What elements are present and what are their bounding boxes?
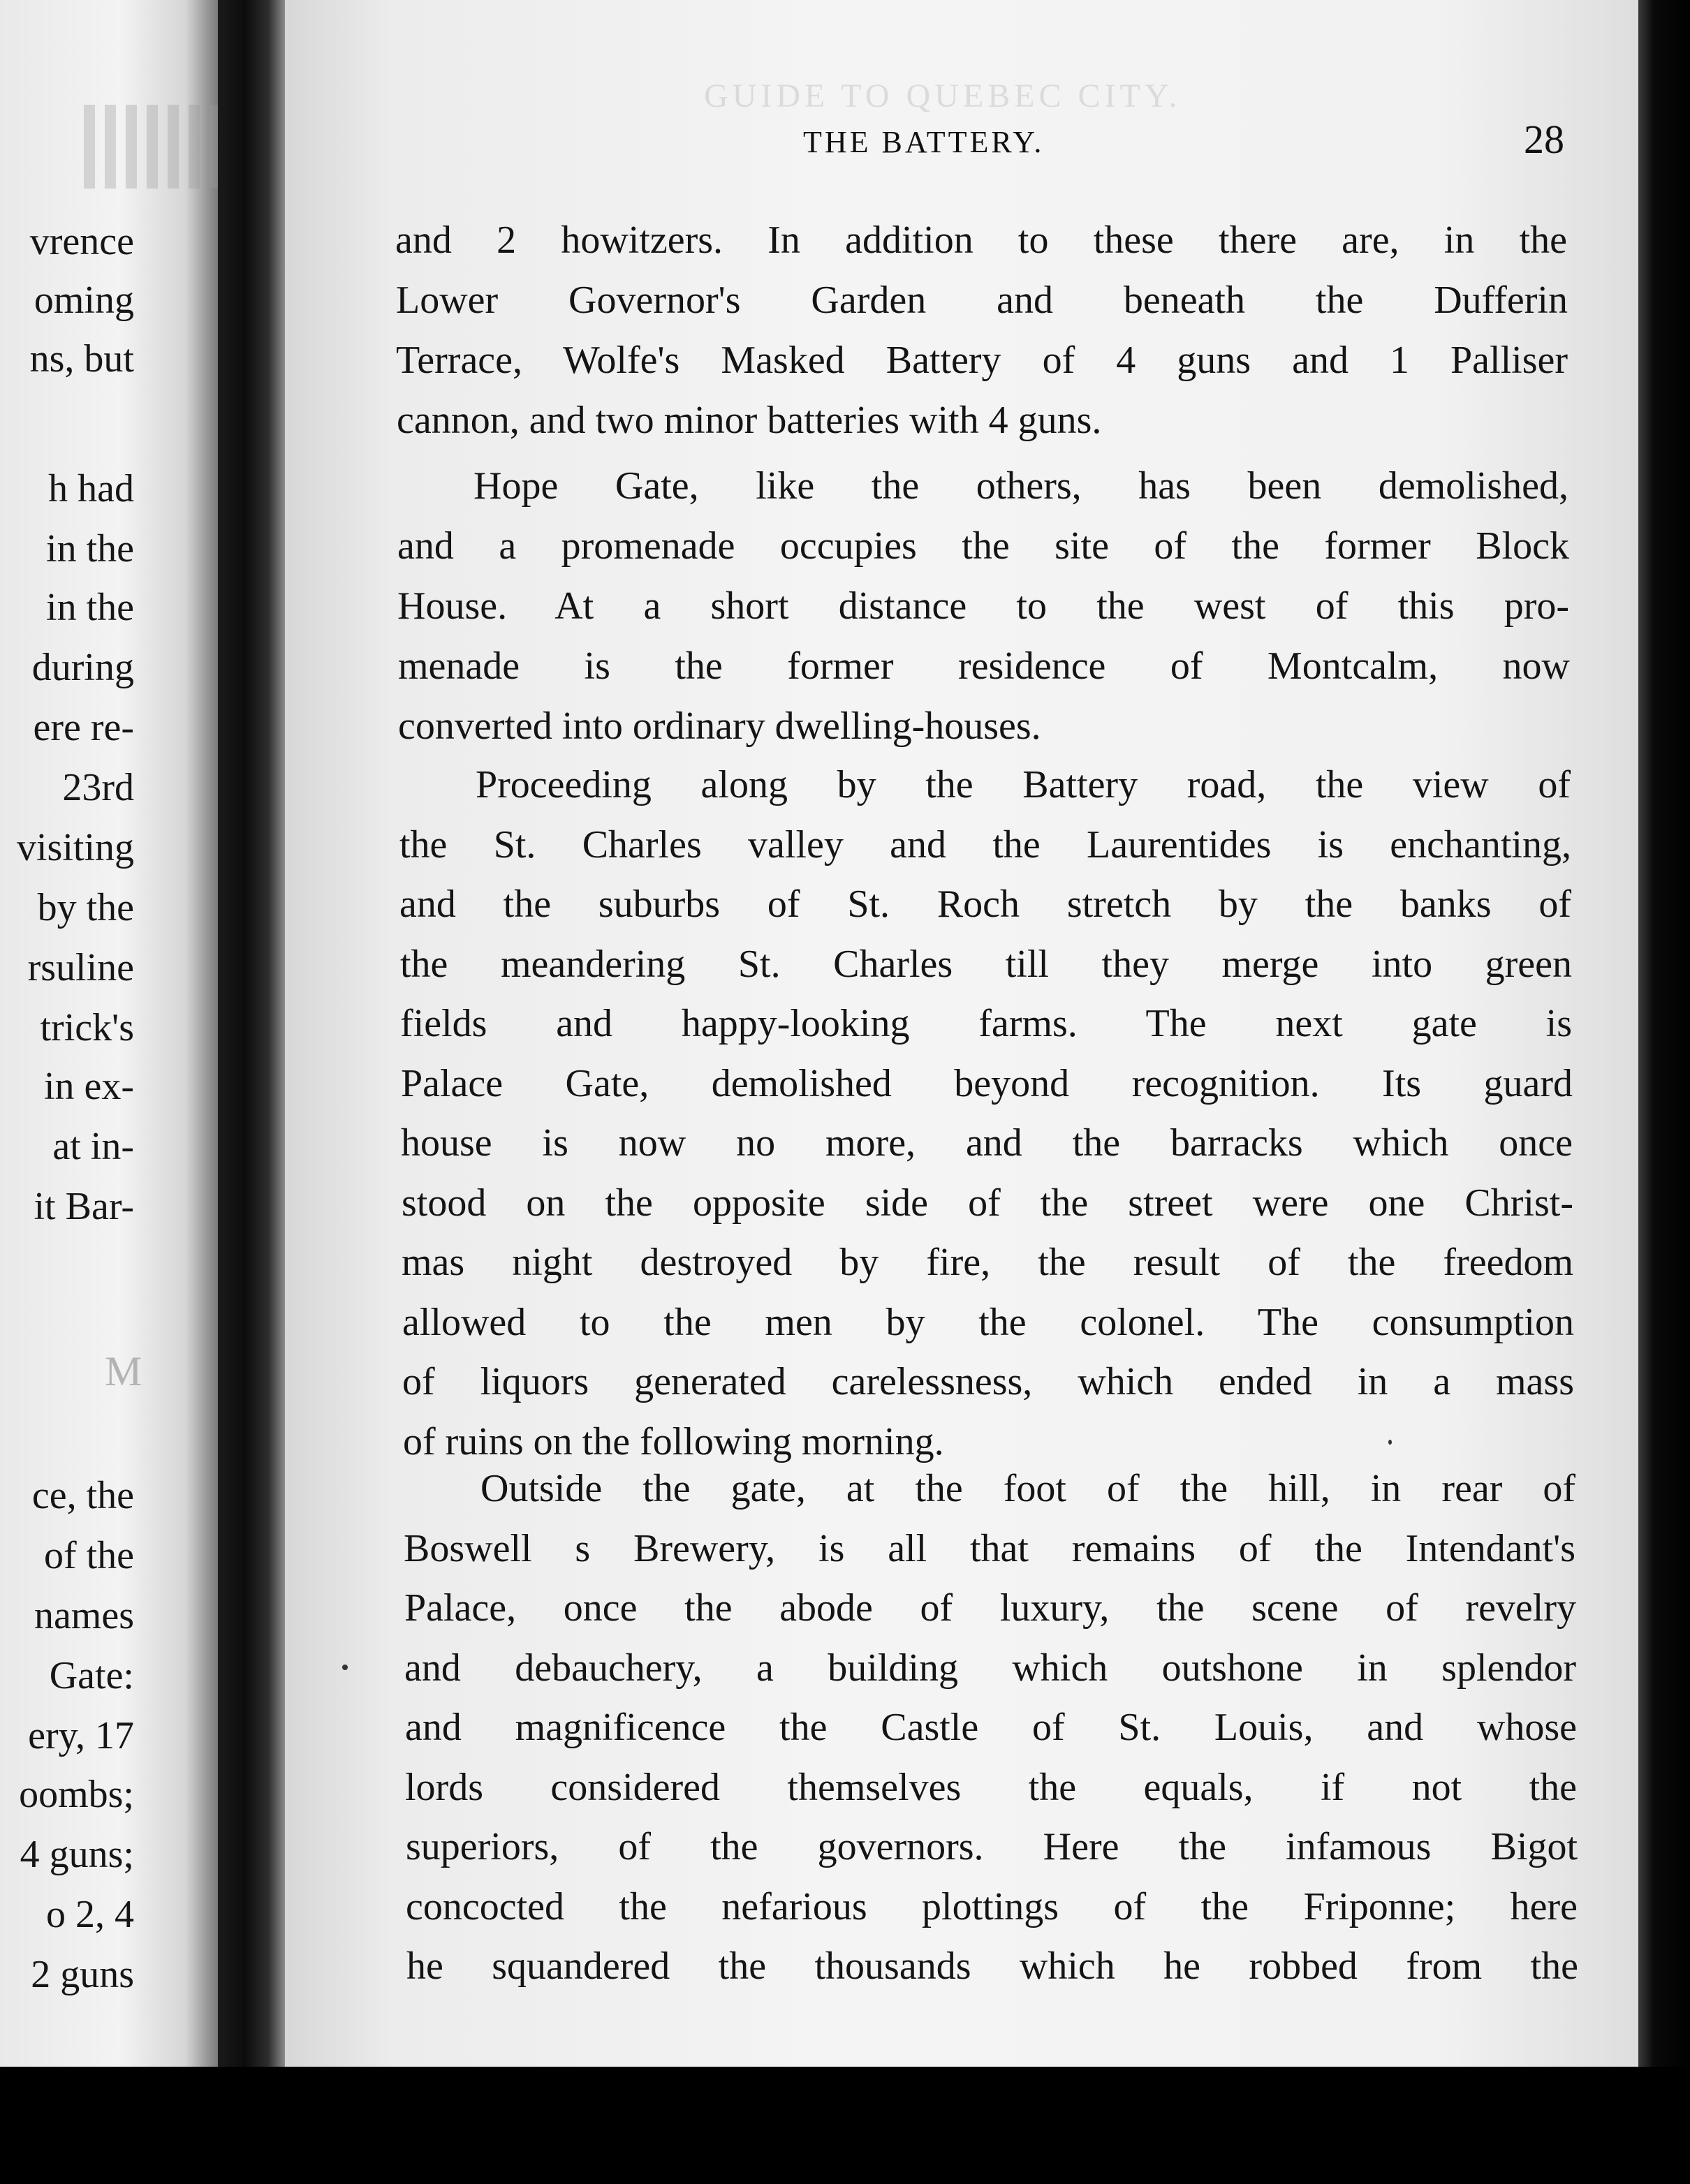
left-page-line: in the bbox=[46, 586, 134, 629]
left-page-line: oombs; bbox=[19, 1773, 134, 1816]
running-head: THE BATTERY. bbox=[803, 125, 1045, 159]
body-text-line: house is now no more, and the barracks which once bbox=[401, 1121, 1573, 1165]
left-page-line: h had bbox=[48, 467, 134, 510]
page-number: 28 bbox=[1524, 117, 1564, 162]
left-page-line: during bbox=[31, 646, 134, 689]
left-page-line: by the bbox=[37, 886, 134, 929]
left-page-line: oming bbox=[34, 279, 134, 322]
body-text-line: Hope Gate, like the others, has been demolished, bbox=[473, 464, 1568, 508]
body-text-line: cannon, and two minor batteries with 4 guns. bbox=[397, 399, 1102, 442]
body-text-line: lords considered themselves the equals, if not the bbox=[405, 1765, 1577, 1809]
left-page-line: ery, 17 bbox=[28, 1714, 134, 1757]
left-page-line: 4 guns; bbox=[20, 1833, 134, 1876]
left-page-line: of the bbox=[43, 1534, 134, 1577]
body-text-line: Terrace, Wolfe's Masked Battery of 4 guns and 1 Palliser bbox=[396, 339, 1568, 382]
body-text-line: the meandering St. Charles till they merge into green bbox=[400, 942, 1572, 986]
body-text-line: superiors, of the governors. Here the infamous Bigot bbox=[406, 1825, 1578, 1868]
page-edge-shadow bbox=[1638, 0, 1690, 2184]
body-text-line: fields and happy-looking farms. The next gate is bbox=[400, 1002, 1572, 1045]
body-text-line: and debauchery, a building which outshone in splendor bbox=[404, 1646, 1576, 1690]
body-text-line: Lower Governor's Garden and beneath the Dufferin bbox=[396, 279, 1568, 322]
body-text-line: House. At a short distance to the west of this pro- bbox=[397, 584, 1569, 628]
body-text-line: allowed to the men by the colonel. The consumption bbox=[402, 1300, 1574, 1344]
scan-border bbox=[0, 2067, 1690, 2184]
left-page-line: it Bar- bbox=[34, 1185, 134, 1228]
left-page-line: visiting bbox=[16, 826, 134, 869]
ink-speck bbox=[1388, 1440, 1392, 1445]
body-text-line: mas night destroyed by fire, the result of the freedom bbox=[402, 1241, 1573, 1284]
left-page-line: ns, but bbox=[29, 337, 134, 381]
left-page-line: Gate: bbox=[49, 1654, 134, 1697]
previous-page bbox=[0, 0, 218, 2067]
body-text-line: stood on the opposite side of the street were one Christ- bbox=[402, 1181, 1573, 1225]
left-page-line: trick's bbox=[40, 1006, 134, 1049]
body-text-line: concocted the nefarious plottings of the Friponne; here bbox=[406, 1884, 1578, 1928]
body-text-line: menade is the former residence of Montcalm, now bbox=[398, 644, 1570, 688]
body-text-line: and the suburbs of St. Roch stretch by the banks of bbox=[399, 883, 1571, 926]
left-page-line: ere re- bbox=[33, 706, 134, 749]
left-page-line: at in- bbox=[52, 1125, 134, 1168]
body-text-line: Boswell s Brewery, is all that remains of the Intendant's bbox=[404, 1526, 1575, 1570]
body-text-line: and a promenade occupies the site of the former Block bbox=[397, 524, 1569, 568]
left-page-line: in ex- bbox=[43, 1065, 134, 1108]
body-text-line: the St. Charles valley and the Laurentides is enchanting, bbox=[399, 822, 1571, 866]
book-gutter bbox=[218, 0, 285, 2067]
left-page-line: 2 guns bbox=[31, 1953, 134, 1996]
faded-marginal-mark: M bbox=[105, 1348, 142, 1394]
left-page-line: o 2, 4 bbox=[46, 1893, 134, 1936]
bleed-through-text: GUIDE TO QUEBEC CITY. bbox=[704, 78, 1182, 115]
left-page-line: in the bbox=[46, 527, 134, 570]
body-text-line: and 2 howitzers. In addition to these there are, in the bbox=[395, 219, 1567, 262]
left-page-line: names bbox=[34, 1594, 134, 1637]
left-page-line: rsuline bbox=[27, 946, 134, 989]
left-page-line: ce, the bbox=[31, 1474, 134, 1517]
body-text-line: he squandered the thousands which he robbed from the bbox=[406, 1945, 1578, 1988]
body-text-line: of ruins on the following morning. bbox=[403, 1419, 944, 1463]
body-text-line: Palace, once the abode of luxury, the scene of revelry bbox=[404, 1586, 1576, 1630]
body-text-line: Palace Gate, demolished beyond recognition. Its guard bbox=[401, 1061, 1573, 1105]
ink-speck bbox=[342, 1665, 348, 1670]
body-text-line: of liquors generated carelessness, which ended in a mass bbox=[402, 1360, 1574, 1403]
body-text-line: and magnificence the Castle of St. Louis, and whose bbox=[405, 1706, 1577, 1749]
faded-heading-fragment bbox=[84, 105, 218, 189]
left-page-line: 23rd bbox=[62, 766, 134, 809]
left-page-line: vrence bbox=[29, 220, 134, 263]
body-text-line: Proceeding along by the Battery road, the view of bbox=[476, 763, 1571, 806]
body-text-line: converted into ordinary dwelling-houses. bbox=[398, 704, 1041, 748]
body-text-line: Outside the gate, at the foot of the hill, in rear of bbox=[480, 1467, 1575, 1510]
